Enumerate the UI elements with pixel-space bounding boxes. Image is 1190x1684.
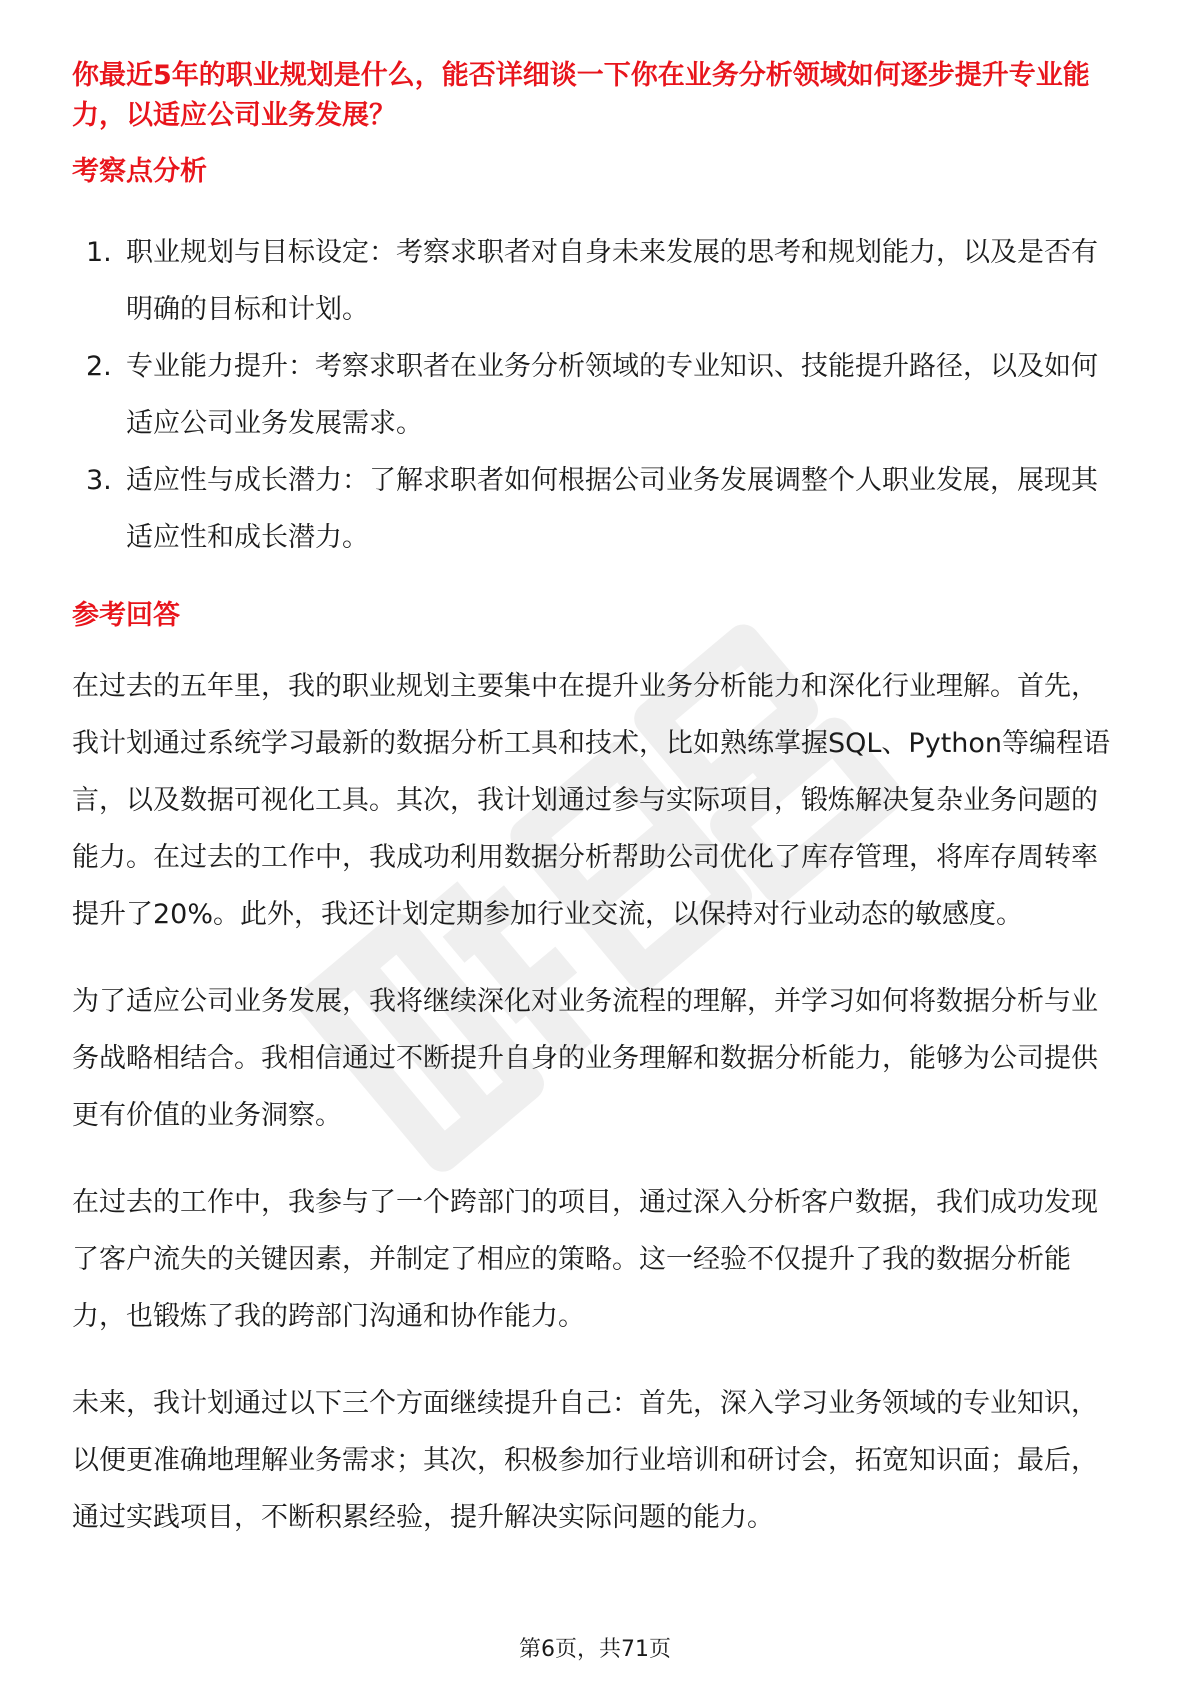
analysis-title: 考察点分析 bbox=[72, 156, 207, 187]
list-item-number: 1. bbox=[86, 237, 112, 268]
list-item-number: 2. bbox=[86, 351, 112, 382]
list-item-text: 职业规划与目标设定：考察求职者对自身未来发展的思考和规划能力，以及是否有明确的目标和计划。 bbox=[126, 237, 1098, 325]
answer-title: 参考回答 bbox=[72, 600, 180, 631]
answer-paragraph: 未来，我计划通过以下三个方面继续提升自己：首先，深入学习业务领域的专业知识，以便更准确地理解业务需求；其次，积极参加行业培训和研讨会，拓宽知识面；最后，通过实践项目，不断积累经验，提升解决实际问题的能力。 bbox=[72, 1388, 1098, 1533]
list-item bbox=[72, 224, 1122, 338]
list-item-number: 3. bbox=[86, 465, 112, 496]
list-item bbox=[72, 338, 1122, 452]
document-page bbox=[72, 56, 1122, 1546]
analysis-points-list bbox=[72, 224, 1122, 566]
list-item-text: 专业能力提升：考察求职者在业务分析领域的专业知识、技能提升路径，以及如何适应公司业务发展需求。 bbox=[126, 351, 1098, 439]
page-number-footer: 第6页，共71页 bbox=[519, 1637, 671, 1662]
answer-paragraph: 在过去的五年里，我的职业规划主要集中在提升业务分析能力和深化行业理解。首先，我计划通过系统学习最新的数据分析工具和技术，比如熟练掌握SQL、Python等编程语言，以及数据可视化工具。其次，我计划通过参与实际项目，锻炼解决复杂业务问题的能力。在过去的工作中，我成功利用数据分析帮助公司优化了库存管理，将库存周转率提升了20%。此外，我还计划定期参加行业交流，以保持对行业动态的敏感度。 bbox=[72, 671, 1111, 930]
list-item-text: 适应性与成长潜力：了解求职者如何根据公司业务发展调整个人职业发展，展现其适应性和成长潜力。 bbox=[126, 465, 1098, 553]
list-item bbox=[72, 452, 1122, 566]
answer-paragraph: 在过去的工作中，我参与了一个跨部门的项目，通过深入分析客户数据，我们成功发现了客户流失的关键因素，并制定了相应的策略。这一经验不仅提升了我的数据分析能力，也锻炼了我的跨部门沟通和协作能力。 bbox=[72, 1187, 1098, 1332]
answer-paragraph: 为了适应公司业务发展，我将继续深化对业务流程的理解，并学习如何将数据分析与业务战略相结合。我相信通过不断提升自身的业务理解和数据分析能力，能够为公司提供更有价值的业务洞察。 bbox=[72, 986, 1098, 1131]
question-heading: 你最近5年的职业规划是什么，能否详细谈一下你在业务分析领域如何逐步提升专业能力，以适应公司业务发展？ bbox=[72, 60, 1090, 131]
